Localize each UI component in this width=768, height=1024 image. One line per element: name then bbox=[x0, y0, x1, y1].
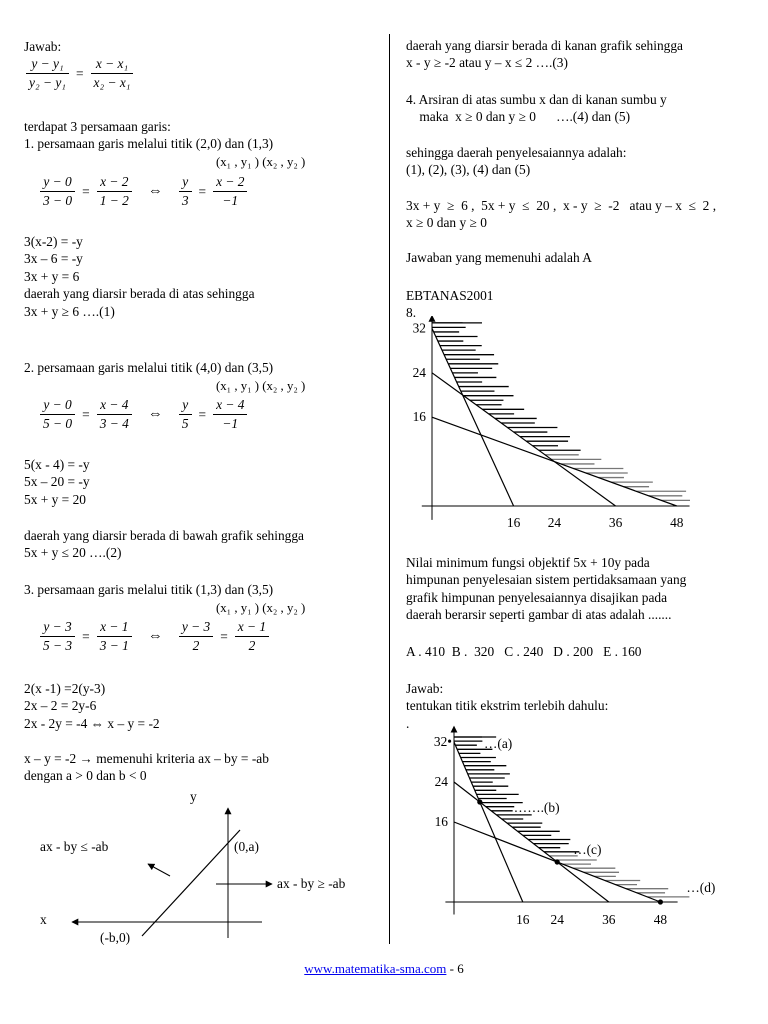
extreme-point-label: …(a) bbox=[484, 736, 513, 751]
diagram-left-region-label: ax - by ≤ -ab bbox=[40, 839, 109, 854]
y-tick-label: 24 bbox=[412, 364, 426, 380]
series-line-2 bbox=[432, 373, 616, 506]
diagram-x-label: x bbox=[40, 912, 47, 927]
extreme-point-dot bbox=[658, 899, 663, 904]
eq1-steps: 3(x-2) = -y 3x – 6 = -y 3x + y = 6 daerah yang diarsir berada di atas sehingga 3x + y ≥ 6 ….(1) bbox=[24, 234, 255, 319]
x-tick-label: 16 bbox=[506, 515, 521, 530]
answer-options: A . 410 B . 320 C . 240 D . 200 E . 160 bbox=[406, 644, 642, 659]
extreme-point-label: …(c) bbox=[573, 842, 602, 857]
item-4: 4. Arsiran di atas sumbu x dan di kanan sumbu y maka x ≥ 0 dan y ≥ 0 ….(4) dan (5) bbox=[406, 92, 667, 125]
extreme-points-chart bbox=[390, 718, 750, 934]
x-tick-label: 24 bbox=[550, 912, 564, 927]
eq3-steps: 2(x -1) =2(y-3) 2x – 2 = 2y-6 2x - 2y = -4 ⇔ x – y = -2 bbox=[24, 681, 160, 731]
solution-region-conclusion: sehingga daerah penyelesaiannya adalah: (1), (2), (3), (4) dan (5) bbox=[406, 145, 627, 178]
two-point-formula: $\frac{\text{y − y₁}}{\text{y₂ − y₁}}$ = $\frac{\text{x − x₁}}{\text{x₂ − x₁}}$ bbox=[24, 56, 135, 91]
page-footer bbox=[0, 961, 768, 977]
eq3-fraction-equation: $\frac{y - 3}{5 - 3}$ = $\frac{x - 1}{3 - 1}$ ⇔ $\frac{y - 3}{2}$ = $\frac{x - 1}{2}$ bbox=[38, 619, 271, 654]
eq1-fraction-equation: $\frac{y - 0}{3 - 0}$ = $\frac{x - 2}{1 - 2}$ ⇔ $\frac{y}{3}$ = $\frac{x - 2}{-1}$ bbox=[38, 174, 249, 209]
x-tick-label: 48 bbox=[670, 515, 684, 530]
diagram-left-arrow bbox=[148, 864, 170, 876]
diagram-right-region-label: ax - by ≥ -ab bbox=[277, 876, 346, 891]
x-tick-label: 36 bbox=[602, 912, 616, 927]
eq3-points-label: (x₁ , y₁ ) (x₂ , y₂ ) bbox=[216, 601, 306, 615]
extreme-point-label: …….(b) bbox=[513, 800, 560, 815]
answer-text: Jawaban yang memenuhi adalah A bbox=[406, 250, 592, 265]
extreme-point-dot bbox=[555, 859, 560, 864]
series-line-3 bbox=[432, 417, 677, 506]
jawab-label: Jawab: bbox=[24, 39, 62, 54]
y-tick-label: 24 bbox=[434, 774, 448, 789]
feasible-region-chart bbox=[390, 316, 690, 538]
x-tick-label: 16 bbox=[516, 912, 530, 927]
diagram-point-bottom: (-b,0) bbox=[100, 930, 131, 945]
problem-number: 8. bbox=[406, 305, 417, 320]
diagram-y-label: y bbox=[190, 789, 197, 804]
y-tick-label: 32 bbox=[412, 320, 426, 336]
eq2-fraction-equation: $\frac{y - 0}{5 - 0}$ = $\frac{x - 4}{3 - 4}$ ⇔ $\frac{y}{5}$ = $\frac{x - 4}{-1}$ bbox=[38, 397, 249, 432]
extreme-point-label: …(d) bbox=[686, 880, 716, 895]
eq2-conclusion: daerah yang diarsir berada di bawah grafik sehingga 5x + y ≤ 20 ….(2) bbox=[24, 528, 304, 561]
footer-link[interactable]: www.matematika-sma.com bbox=[304, 961, 447, 976]
x-tick-label: 24 bbox=[547, 515, 562, 530]
inequality-system: 3x + y ≥ 6 , 5x + y ≤ 20 , x - y ≥ -2 atau y – x ≤ 2 , x ≥ 0 dan y ≥ 0 bbox=[406, 198, 717, 231]
eq1-points-label: (x₁ , y₁ ) (x₂ , y₂ ) bbox=[216, 155, 306, 169]
question-text: Nilai minimum fungsi objektif 5x + 10y pada himpunan penyelesaian sistem pertidaksamaan yang grafik himpunan penyelesaiannya disajikan pada daerah berarsir seperti gambar di atas adalah ....... bbox=[406, 555, 687, 623]
eq1-title: 1. persamaan garis melalui titik (2,0) dan (1,3) bbox=[24, 136, 274, 151]
eq2-title: 2. persamaan garis melalui titik (4,0) dan (3,5) bbox=[24, 360, 274, 375]
jawab2-block: Jawab: tentukan titik ekstrim terlebih dahulu: . bbox=[406, 681, 609, 731]
inequality-region-diagram bbox=[0, 780, 389, 950]
eq2-points-label: (x₁ , y₁ ) (x₂ , y₂ ) bbox=[216, 379, 306, 393]
x-tick-label: 48 bbox=[653, 912, 668, 927]
y-tick-label-marked: 32• bbox=[433, 734, 452, 749]
footer-page-number: - 6 bbox=[449, 961, 464, 976]
diagram-point-top: (0,a) bbox=[234, 839, 259, 854]
diagram-boundary-line bbox=[142, 830, 240, 936]
x-tick-label: 36 bbox=[608, 515, 623, 530]
right-intro-lines: daerah yang diarsir berada di kanan grafik sehingga x - y ≥ -2 atau y – x ≤ 2 ….(3) bbox=[406, 38, 683, 71]
eq2-steps: 5(x - 4) = -y 5x – 20 = -y 5x + y = 20 bbox=[24, 457, 90, 507]
y-tick-label: 16 bbox=[434, 814, 448, 829]
intro-text: terdapat 3 persamaan garis: bbox=[24, 119, 171, 134]
source-label: EBTANAS2001 bbox=[406, 288, 494, 303]
eq3-criteria: x – y = -2 → memenuhi kriteria ax – by = -ab dengan a > 0 dan b < 0 bbox=[24, 751, 269, 784]
y-tick-label: 16 bbox=[412, 409, 426, 425]
eq3-title: 3. persamaan garis melalui titik (1,3) dan (3,5) bbox=[24, 582, 274, 597]
extreme-point-dot bbox=[477, 799, 482, 804]
